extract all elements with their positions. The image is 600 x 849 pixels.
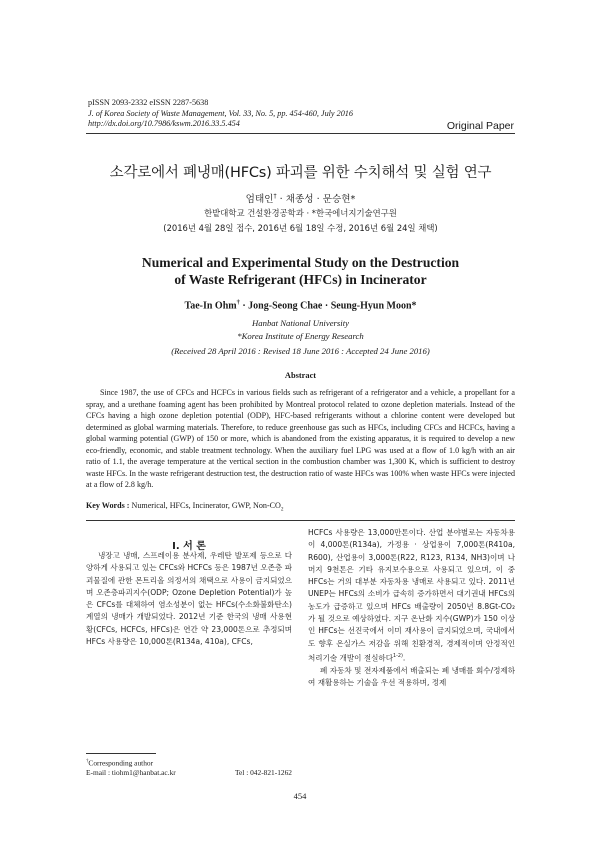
english-title [86,254,515,288]
intro-paragraph-1-continued [308,527,515,665]
header-rule [86,133,515,134]
korean-author-1: 엄태인 [245,194,274,205]
page-number: 454 [293,791,307,801]
journal-header [88,98,353,130]
english-affiliation-2: *Korea Institute of Energy Research [237,330,364,341]
keywords-rule [86,520,515,521]
abstract-text: Since 1987, the use of CFCs and HCFCs in various fields such as refrigerant of a refrigerator and a vehicle, a propellant for a spray, and a urethane foaming agent has been prohibited by Montreal protocol related to ozone depletion materials. Instead of the CFCs having a high ozone depletion potential (ODP), HFC-based refrigerants without a chlorine content were developed but determined as global warming materials. Therefore, to reduce greenhouse gas such as HFCs, including CFCs and HCFCs, having a global warming potential (GWP) of 150 or more, which is abandoned from the existing apparatus, it is required to develop a new eco-friendly, economic, and stable treatment technology. When the auxiliary fuel LPG was used at a flow of 1.0 kg/h with an air ratio of 1.1, the average temperature at the vertical section in the combustion chamber was 1,300 K, which is sufficient to destroy waste HFCs. In the waste refrigerant destruction test, the destruction ratio of waste HFCs was 100% when waste HFCs were injected at a flow of 2.8 kg/h. [86,388,515,490]
english-dates: (Received 28 April 2016 : Revised 18 June 2016 : Accepted 24 June 2016) [171,346,430,356]
english-affiliation-1: Hanbat National University [251,318,349,328]
english-authors [86,299,515,311]
keywords-sub: 2 [280,506,284,513]
paper-type-label: Original Paper [446,120,514,132]
footnote [86,757,292,778]
intro-paragraph-1: 냉장고 냉매, 스프레이용 분사제, 우레탄 발포제 등으로 다양하게 사용되고 있는 CFCs와 HCFCs 등은 1987년 오존층 파괴물질에 관한 몬트리올 의정서의 채택으로 사용이 금지되었으며 오존층파괴지수(ODP; Ozone Depletion Potential)가 높은 CFCs를 대체하여 염소성분이 없는 HFCs(수소화불화탄소) 계열의 냉매가 개발되었다. 2012년 기준 한국의 냉매 사용현황(CFCs, HCFCs, HFCs)은 연간 약 23,000톤으로 추정되며 HFCs 사용량은 10,000톤(R134a, 410a), CFCs, [86,551,292,647]
doi-link[interactable]: http://dx.doi.org/10.7986/kswm.2016.33.5.454 [88,119,240,129]
keywords-text: Numerical, HFCs, Incinerator, GWP, Non-CO [131,501,281,510]
footnote-tel: Tel : 042-821-1262 [235,768,292,778]
footnote-contact [86,768,292,778]
abstract-heading: Abstract [284,371,317,380]
english-author-others: · Jong-Seong Chae · Seung-Hyun Moon* [239,300,417,312]
corresponding-mark-en: † [236,299,240,306]
korean-dates: (2016년 4월 28일 접수, 2016년 6월 18일 수정, 2016년 6월 24일 채택) [163,223,438,233]
footnote-label [86,757,292,768]
keywords-label: Key Words : [86,501,132,510]
footnote-marker: † [86,759,89,764]
korean-affiliation: 한밭대학교 건설환경공학과 · *한국에너지기술연구원 [204,208,397,218]
corresponding-mark: † [273,192,277,200]
english-title-line-1: Numerical and Experimental Study on the Destruction [141,255,460,270]
intro-paragraph-2: 폐 자동차 및 전자제품에서 배출되는 폐 냉매를 회수/정제하여 재활용하는 기술을 우선 적용하며, 정제 [308,665,515,688]
english-title-line-2: of Waste Refrigerant (HFCs) in Incinerator [174,272,427,287]
journal-citation: J. of Korea Society of Waste Management, Vol. 33, No. 5, pp. 454-460, July 2016 [88,108,353,118]
keywords [86,501,284,513]
korean-title: 소각로에서 폐냉매(HFCs) 파괴를 위한 수치해석 및 실험 연구 [109,165,492,181]
left-column [86,550,292,648]
korean-authors [86,191,515,205]
footnote-email[interactable]: E-mail : tiohm1@hanbat.ac.kr [86,768,176,778]
english-author-1: Tae-In Ohm [184,300,237,312]
right-column [308,527,515,689]
intro-continued-end: . [402,653,406,663]
footnote-rule [86,753,156,754]
section-title: I. 서 론 [172,541,206,552]
korean-author-others: · 채종성 · 문승현* [276,194,356,205]
footnote-label-text: Corresponding author [88,758,154,768]
english-affiliations [86,317,515,342]
intro-continued-text: HCFCs 사용량은 13,000만톤이다. 산업 분야별로는 자동차용이 4,000톤(R134a), 가정용 · 상업용이 7,000톤(R410a, R600), 산업용이 3,000톤(R22, R123, R134, NH3)이며 나머지 9천톤은 기타 유지보수용으로 사용되고 있으며, 이 중 HFCs는 거의 대부분 자동차용 냉매로 사용되고 있다. 2011년 UNEP는 HFCs의 소비가 급속히 증가하면서 대기권내 HFCs의 농도가 급증하고 있으며 HFCs 배출량이 2050년 8.8Gt-CO₂가 될 것으로 예상하였다. 지구 온난화 지수(GWP)가 150 이상인 HFCs는 선진국에서 이미 재사용이 금지되었으며, 국내에서도 향후 온실가스 저감을 위해 친환경적, 경제적이며 안정적인 처리기술 개발이 절실하다 [308,528,515,663]
issn-line: pISSN 2093-2332 eISSN 2287-5638 [88,98,209,107]
reference-marker: 1-2) [393,652,403,659]
